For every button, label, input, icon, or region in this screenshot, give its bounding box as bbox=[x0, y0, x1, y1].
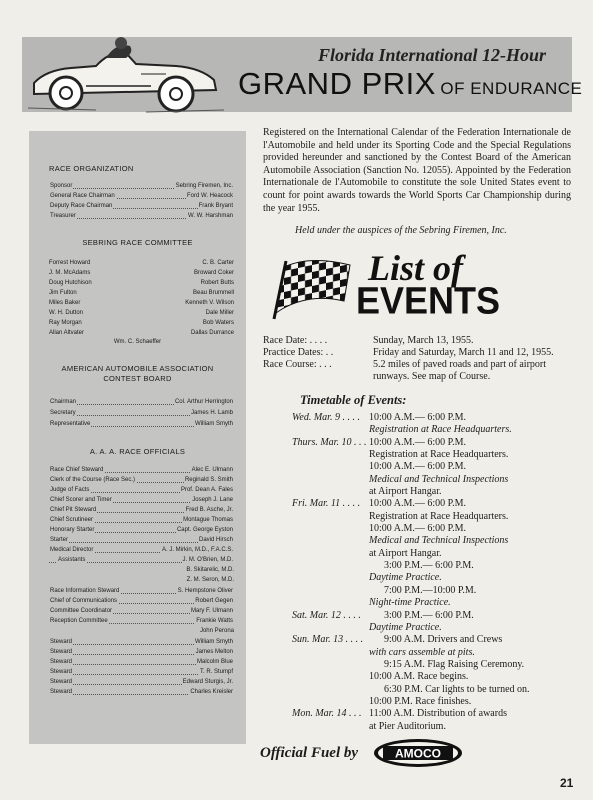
timetable-row bbox=[292, 572, 582, 584]
timetable-text: 10:00 A.M.— 6:00 P.M. bbox=[369, 412, 466, 423]
committee-row: W. H. Dutton Dale Miller bbox=[49, 310, 234, 316]
aaa-heading: AMERICAN AUTOMOBILE ASSOCIATION bbox=[61, 364, 214, 373]
amoco-text: AMOCO bbox=[395, 746, 441, 761]
detail-row: Race Date: . . . . Sunday, March 13, 1955. bbox=[263, 335, 474, 346]
timetable-row bbox=[292, 498, 582, 510]
official-line: Clerk of the Course (Race Sec.) Reginald S. Smith bbox=[50, 477, 233, 483]
official-line: Committee Coordinator Mary F. Ulmann bbox=[50, 608, 233, 614]
assistant-name: Z. M. Seron, M.D. bbox=[186, 577, 234, 583]
steward-line: Steward William Smyth bbox=[50, 639, 233, 645]
timetable-row bbox=[292, 597, 582, 609]
timetable-row bbox=[292, 647, 582, 659]
race-organization-heading: RACE ORGANIZATION bbox=[49, 164, 134, 173]
events-heading: EVENTS bbox=[356, 278, 501, 322]
official-line: Chief Scrutineer Montague Thomas bbox=[50, 517, 233, 523]
title-main: GRAND PRIX bbox=[238, 66, 436, 101]
timetable-text: at Airport Hangar. bbox=[369, 486, 442, 498]
timetable-text: 9:15 A.M. Flag Raising Ceremony. bbox=[384, 658, 525, 670]
checkered-flag-icon bbox=[270, 253, 354, 321]
timetable-day: Fri. Mar. 11 . . . . bbox=[292, 498, 361, 510]
timetable-day: Mon. Mar. 14 . . . bbox=[292, 708, 362, 720]
steward-line: Steward Malcolm Blue bbox=[50, 659, 233, 665]
aaa-line: Chairman Col. Arthur Herrington bbox=[50, 399, 233, 405]
official-line: Starter David Hirsch bbox=[50, 537, 233, 543]
timetable-text: 3:00 P.M.— 6:00 P.M. bbox=[384, 609, 474, 621]
official-line: Reception Committee Frankie Watts bbox=[50, 618, 233, 624]
timetable-text: Daytime Practice. bbox=[369, 621, 442, 633]
official-line: Race Information Steward S. Hempstone Oliver bbox=[50, 588, 233, 594]
timetable-text: Night-time Practice. bbox=[369, 597, 451, 609]
timetable-row bbox=[292, 548, 582, 560]
page-number: 21 bbox=[560, 776, 574, 790]
timetable-row bbox=[292, 585, 582, 597]
timetable-row bbox=[292, 634, 582, 646]
official-line: Chief Pit Steward Fred B. Asche, Jr. bbox=[50, 507, 233, 513]
organization-panel bbox=[29, 131, 246, 744]
title-small: OF ENDURANCE bbox=[440, 79, 583, 98]
timetable-text: at Pier Auditorium. bbox=[369, 720, 446, 732]
timetable-row bbox=[292, 474, 582, 486]
timetable-row bbox=[292, 424, 582, 436]
timetable-text: Registration at Race Headquarters. bbox=[369, 424, 512, 436]
official-line: Honorary Starter Capt. George Eyston bbox=[50, 527, 233, 533]
timetable-day: Sat. Mar. 12 . . . . bbox=[292, 609, 361, 621]
timetable-text: at Airport Hangar. bbox=[369, 547, 442, 559]
steward-line: Steward T. R. Stumpf bbox=[50, 669, 233, 675]
intro-paragraph: Registered on the International Calendar of the Federation Internationale de l'Automobile and held under its Sporting Code and the Special Regulations provided hereunder and sanctioned by the Contest Board of the American Automobile Association (Sanction No. 12055). Appointed by the Federation Internationale de l'Automobile to constitute the sole United States event to count for point awards towards the World Sports Car Championship during the year 1955. bbox=[263, 127, 571, 214]
org-line: Deputy Race Chairman Frank Bryant bbox=[50, 203, 233, 209]
timetable bbox=[292, 412, 582, 733]
aaa-line: Secretary James H. Lamb bbox=[50, 410, 233, 416]
org-line: Sponsor Sebring Firemen, Inc. bbox=[50, 183, 233, 189]
org-line: Treasurer W. W. Harshman bbox=[50, 213, 233, 219]
timetable-text: 9:00 A.M. Drivers and Crews bbox=[384, 634, 503, 646]
official-line: Judge of Facts Prof. Dean A. Fales bbox=[50, 487, 233, 493]
timetable-text: 3:00 P.M.— 6:00 P.M. bbox=[384, 560, 474, 572]
timetable-row bbox=[292, 437, 582, 449]
timetable-row bbox=[292, 523, 582, 535]
committee-row: Doug Hutchison Robert Butts bbox=[49, 280, 234, 286]
timetable-row bbox=[292, 560, 582, 572]
timetable-day: Thurs. Mar. 10 . . . bbox=[292, 436, 367, 448]
timetable-text: 10:00 P.M. Race finishes. bbox=[369, 695, 472, 707]
amoco-logo bbox=[373, 738, 463, 768]
detail-row: Practice Dates: . . Friday and Saturday, March 11 and 12, 1955. bbox=[263, 347, 554, 358]
org-line: General Race Chairman Ford W. Heacock bbox=[50, 193, 233, 199]
timetable-row bbox=[292, 622, 582, 634]
timetable-text: Daytime Practice. bbox=[369, 572, 442, 584]
timetable-text: Medical and Technical Inspections bbox=[369, 473, 509, 485]
timetable-text: Medical and Technical Inspections bbox=[369, 535, 509, 547]
detail-continuation: runways. See map of Course. bbox=[373, 371, 491, 382]
timetable-row bbox=[292, 708, 582, 720]
timetable-row bbox=[292, 659, 582, 671]
timetable-text: with cars assemble at pits. bbox=[369, 646, 475, 658]
timetable-row bbox=[292, 721, 582, 733]
committee-row: Miles Baker Kenneth V. Wilson bbox=[49, 300, 234, 306]
official-line: Chief Scorer and Timer Joseph J. Lane bbox=[50, 497, 233, 503]
timetable-row bbox=[292, 535, 582, 547]
timetable-text: 7:00 P.M.—10:00 P.M. bbox=[384, 584, 477, 596]
official-line: Race Chief Steward Alec E. Ulmann bbox=[50, 467, 233, 473]
header-title bbox=[238, 66, 582, 102]
official-fuel-label: Official Fuel by bbox=[260, 745, 359, 761]
header-subtitle: Florida International 12-Hour bbox=[318, 45, 547, 65]
timetable-text: 10:00 A.M.— 6:00 P.M. bbox=[369, 498, 466, 510]
steward-line: Steward Edward Sturgis, Jr. bbox=[50, 679, 233, 685]
timetable-row bbox=[292, 671, 582, 683]
steward-line: Steward James Melton bbox=[50, 649, 233, 655]
timetable-row bbox=[292, 449, 582, 461]
timetable-day: Sun. Mar. 13 . . . . bbox=[292, 634, 364, 646]
race-car-illustration bbox=[26, 28, 226, 118]
timetable-text: 10:00 A.M.— 6:00 P.M. bbox=[369, 523, 466, 535]
timetable-row bbox=[292, 486, 582, 498]
committee-row: J. M. McAdams Broward Coker bbox=[49, 270, 234, 276]
committee-last: Wm. C. Schaeffer bbox=[113, 339, 162, 345]
timetable-row bbox=[292, 610, 582, 622]
detail-row: Race Course: . . . 5.2 miles of paved roads and part of airport bbox=[263, 359, 547, 370]
timetable-row bbox=[292, 461, 582, 473]
timetable-text: Registration at Race Headquarters. bbox=[369, 510, 509, 522]
committee-row: Jim Fulton Beau Brummell bbox=[49, 290, 234, 296]
timetable-text: 11:00 A.M. Distribution of awards bbox=[369, 708, 507, 720]
committee-row: Ray Morgan Bob Waters bbox=[49, 320, 234, 326]
official-line: Chief of Communications Robert Gegen bbox=[50, 598, 233, 604]
committee-heading: SEBRING RACE COMMITTEE bbox=[82, 238, 193, 247]
committee-row: Forrest Howard C. B. Carter bbox=[49, 260, 234, 266]
timetable-text: 10:00 A.M.— 6:00 P.M. bbox=[369, 436, 466, 448]
assistant-name: B. Skitarelic, M.D. bbox=[186, 567, 234, 573]
timetable-heading: Timetable of Events: bbox=[300, 393, 407, 407]
timetable-text: 10:00 A.M. Race begins. bbox=[369, 671, 469, 683]
official-line: Medical Director A. J. Mirkin, M.D., F.A.C.S. bbox=[50, 547, 233, 553]
contest-board-heading: CONTEST BOARD bbox=[103, 374, 172, 383]
official-line: Assistants J. M. O'Brien, M.D. bbox=[49, 556, 234, 565]
steward-line: Steward Charles Kreisler bbox=[50, 689, 233, 695]
timetable-text: 6:30 P.M. Car lights to be turned on. bbox=[384, 683, 530, 695]
aaa-line: Representative William Smyth bbox=[50, 421, 233, 427]
reception-extra: John Perona bbox=[199, 628, 234, 634]
committee-row: Allan Altvater Dallas Durrance bbox=[49, 330, 234, 336]
timetable-text: 10:00 A.M.— 6:00 P.M. bbox=[369, 461, 466, 473]
timetable-row bbox=[292, 511, 582, 523]
timetable-row bbox=[292, 696, 582, 708]
timetable-row bbox=[292, 684, 582, 696]
timetable-text: Registration at Race Headquarters. bbox=[369, 449, 509, 461]
timetable-row bbox=[292, 412, 582, 424]
race-details bbox=[263, 335, 583, 382]
list-of-heading: List of bbox=[368, 248, 463, 288]
timetable-day: Wed. Mar. 9 . . . . bbox=[292, 412, 360, 423]
officials-heading: A. A. A. RACE OFFICIALS bbox=[89, 447, 186, 456]
auspices-line: Held under the auspices of the Sebring Firemen, Inc. bbox=[295, 225, 507, 236]
